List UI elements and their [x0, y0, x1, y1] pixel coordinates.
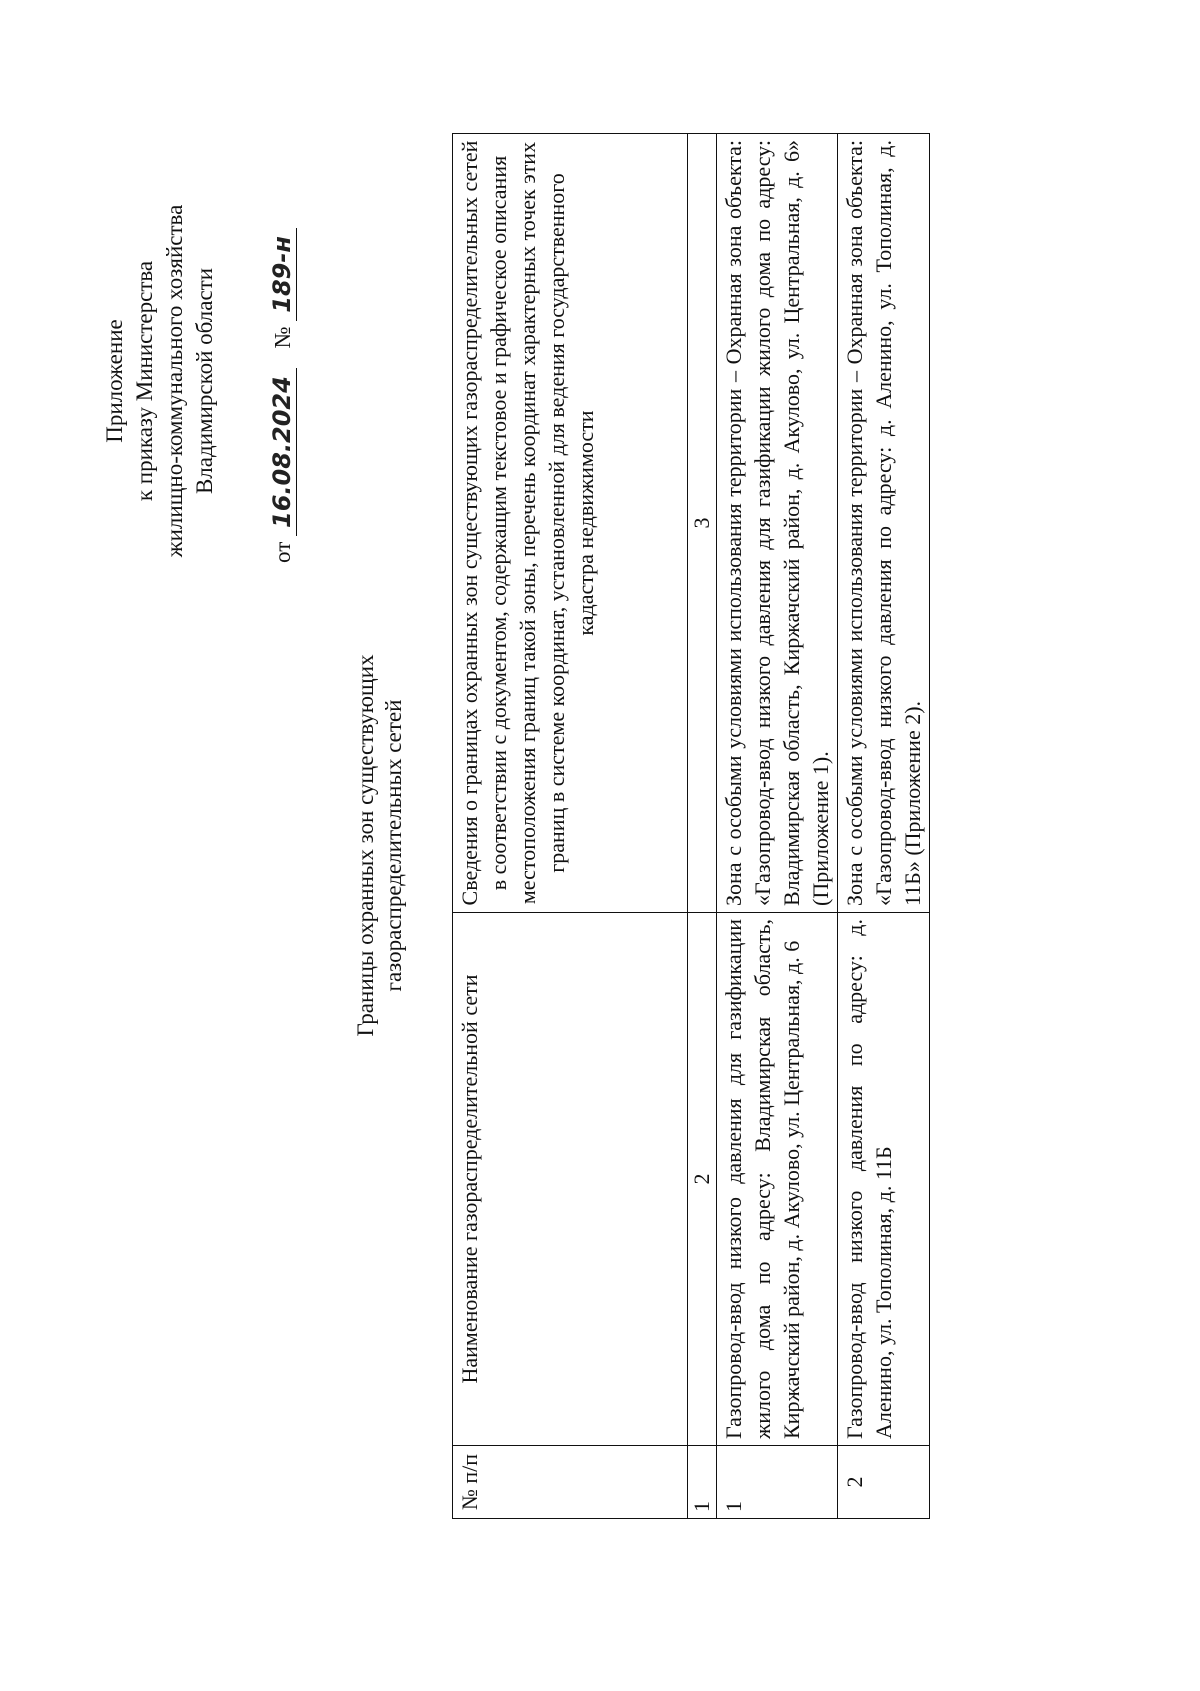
appendix-line: Приложение	[102, 319, 127, 443]
table-row	[838, 134, 930, 1519]
header-cell-number: № п/п	[453, 1446, 688, 1519]
row-zone-info: Зона с особыми условиями использования территории – Охранная зона объекта: «Газопровод-ввод низкого давления для газификации жилого дома по адресу: Владимирская область, Киржачский район, д. Акулово, ул. Центральная, д. 6» (Приложение 1).	[717, 134, 838, 913]
table-header-row	[453, 134, 688, 1519]
title-line-1: Границы охранных зон существующих	[353, 654, 378, 1037]
row-zone-info: Зона с особыми условиями использования территории – Охранная зона объекта: «Газопровод-ввод низкого давления по адресу: д. Аленино, ул. Тополиная, д. 11Б» (Приложение 2).	[838, 134, 930, 913]
table-row	[717, 134, 838, 1519]
index-cell: 3	[688, 134, 717, 913]
index-cell: 1	[688, 1446, 717, 1519]
header-cell-name: Наименование газораспределительной сети	[453, 913, 688, 1446]
document-title	[352, 0, 408, 1691]
order-date-number	[268, 163, 297, 563]
row-number: 2	[838, 1446, 930, 1519]
zones-table	[452, 133, 930, 1519]
handwritten-number: 189-н	[268, 228, 297, 321]
header-cell-info: Сведения о границах охранных зон существующих газораспределительных сетей в соответствии с документом, содержащим текстовое и графическое описания местоположения границ такой зоны, перечень координат характерных точек этих границ в системе координат, установленной для ведения государственного кадастра недвижимости	[453, 134, 688, 913]
row-number: 1	[717, 1446, 838, 1519]
title-line-2: газораспределительных сетей	[381, 699, 406, 992]
appendix-header	[100, 161, 220, 601]
table-index-row	[688, 134, 717, 1519]
appendix-line: к приказу Министерства	[132, 260, 157, 502]
number-prefix: №	[270, 326, 295, 349]
date-prefix: от	[270, 541, 295, 563]
index-cell: 2	[688, 913, 717, 1446]
appendix-line: жилищно-коммунального хозяйства	[162, 204, 187, 558]
row-network-name: Газопровод-ввод низкого давления для газификации жилого дома по адресу: Владимирская область, Киржачский район, д. Акулово, ул. Центральная, д. 6	[717, 913, 838, 1446]
appendix-line: Владимирской области	[192, 267, 217, 495]
row-network-name: Газопровод-ввод низкого давления по адресу: д. Аленино, ул. Тополиная, д. 11Б	[838, 913, 930, 1446]
handwritten-date: 16.08.2024	[268, 368, 297, 536]
